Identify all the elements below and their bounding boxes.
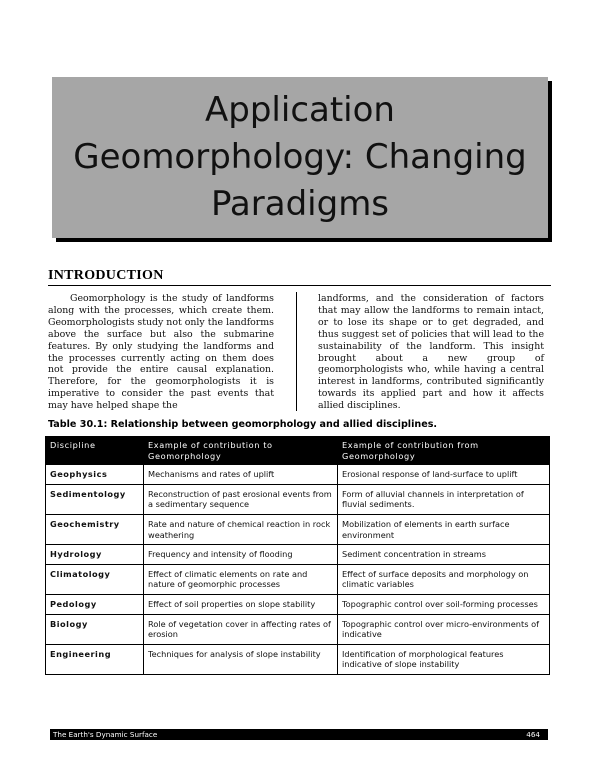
intro-right-column <box>318 293 544 412</box>
chapter-title-line: Paradigms <box>210 184 390 224</box>
discipline-cell: Biology <box>46 614 144 644</box>
contribution-from-cell: Topographic control over micro-environments of indicative <box>338 614 550 644</box>
contribution-from-cell: Sediment concentration in streams <box>338 545 550 565</box>
contribution-from-cell: Form of alluvial channels in interpretation of fluvial sediments. <box>338 484 550 514</box>
chapter-title-line: Application <box>205 90 395 130</box>
discipline-cell: Sedimentology <box>46 484 144 514</box>
header-contribution-from: Example of contribution from Geomorphology <box>338 437 550 465</box>
chapter-title-line: Geomorphology: Changing <box>73 137 527 177</box>
table-row <box>46 514 550 544</box>
table-row <box>46 545 550 565</box>
contribution-to-cell: Techniques for analysis of slope instability <box>144 644 338 674</box>
table-header-row <box>46 437 550 465</box>
column-divider <box>296 292 297 411</box>
table-row <box>46 644 550 674</box>
contribution-to-cell: Effect of soil properties on slope stability <box>144 594 338 614</box>
header-contribution-to: Example of contribution to Geomorphology <box>144 437 338 465</box>
contribution-from-cell: Mobilization of elements in earth surface environment <box>338 514 550 544</box>
discipline-cell: Pedology <box>46 594 144 614</box>
chapter-title-box <box>52 77 548 238</box>
disciplines-table <box>45 436 550 675</box>
contribution-to-cell: Role of vegetation cover in affecting rates of erosion <box>144 614 338 644</box>
table-row <box>46 594 550 614</box>
contribution-to-cell: Effect of climatic elements on rate and nature of geomorphic processes <box>144 564 338 594</box>
contribution-to-cell: Reconstruction of past erosional events from a sedimentary sequence <box>144 484 338 514</box>
discipline-cell: Engineering <box>46 644 144 674</box>
page-footer <box>50 729 548 740</box>
contribution-from-cell: Identification of morphological features indicative of slope instability <box>338 644 550 674</box>
table-row <box>46 465 550 485</box>
discipline-cell: Hydrology <box>46 545 144 565</box>
intro-paragraph-right: landforms, and the consideration of factors that may allow the landforms to remain intact, or to lose its shape or to get degraded, and thus suggest set of policies that will lead to the sustainability of the landform. This insight brought about a new group of geomorphologists who, while having a central interest in landforms, contributed significantly towards its applied part and how it affects allied disciplines. <box>318 293 544 412</box>
intro-left-column <box>48 293 274 412</box>
contribution-to-cell: Frequency and intensity of flooding <box>144 545 338 565</box>
intro-paragraph-left: Geomorphology is the study of landforms along with the processes, which create them. Geomorphologists study not only the landforms above the surface but also the submarine features. By only studying the landforms and the processes currently acting on them does not provide the entire causal explanation. Therefore, for the geomorphologists it is imperative to consider the past events that may have helped shape the <box>48 293 274 412</box>
contribution-from-cell: Effect of surface deposits and morphology on climatic variables <box>338 564 550 594</box>
header-discipline: Discipline <box>46 437 144 465</box>
contribution-from-cell: Erosional response of land-surface to uplift <box>338 465 550 485</box>
chapter-title <box>73 87 526 228</box>
footer-page-number: 464 <box>526 730 540 739</box>
table-row <box>46 484 550 514</box>
section-heading-introduction: INTRODUCTION <box>48 268 164 283</box>
footer-book-title: The Earth's Dynamic Surface <box>53 730 158 739</box>
contribution-to-cell: Rate and nature of chemical reaction in rock weathering <box>144 514 338 544</box>
heading-rule <box>48 285 551 286</box>
contribution-to-cell: Mechanisms and rates of uplift <box>144 465 338 485</box>
discipline-cell: Geophysics <box>46 465 144 485</box>
contribution-from-cell: Topographic control over soil-forming processes <box>338 594 550 614</box>
table-caption: Table 30.1: Relationship between geomorphology and allied disciplines. <box>48 419 438 430</box>
table-row <box>46 614 550 644</box>
discipline-cell: Geochemistry <box>46 514 144 544</box>
table-row <box>46 564 550 594</box>
discipline-cell: Climatology <box>46 564 144 594</box>
